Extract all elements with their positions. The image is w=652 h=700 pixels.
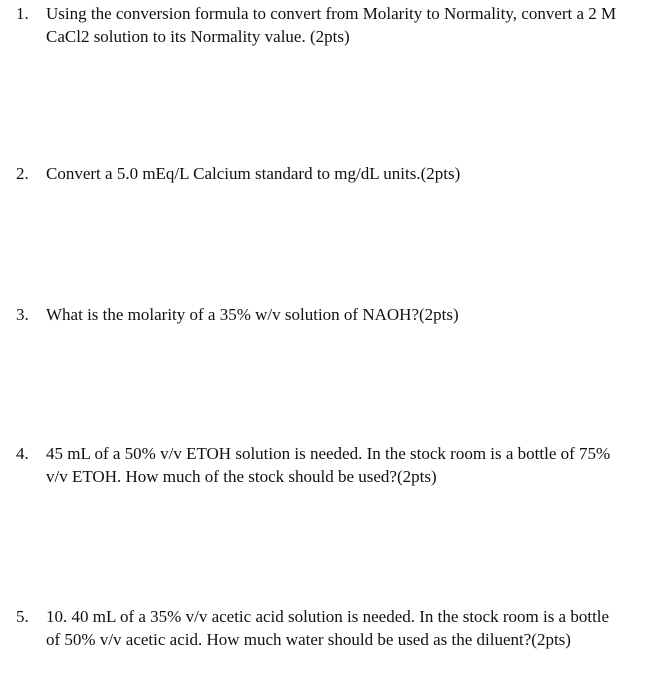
question-number: 5.	[16, 607, 29, 626]
question-1	[16, 2, 626, 48]
question-number: 3.	[16, 305, 29, 324]
question-text: Using the conversion formula to convert from Molarity to Normality, convert a 2 M CaCl2 solution to its Normality value. (2pts)	[46, 4, 617, 46]
question-3	[16, 303, 626, 326]
question-2	[16, 162, 626, 185]
question-text: Convert a 5.0 mEq/L Calcium standard to mg/dL units.(2pts)	[46, 164, 461, 183]
question-text: What is the molarity of a 35% w/v solution of NAOH?(2pts)	[46, 305, 459, 324]
question-number: 1.	[16, 4, 29, 23]
question-5	[16, 605, 626, 651]
question-text: 45 mL of a 50% v/v ETOH solution is needed. In the stock room is a bottle of 75% v/v ETOH. How much of the stock should be used?(2pts)	[46, 444, 611, 486]
question-text: 10. 40 mL of a 35% v/v acetic acid solution is needed. In the stock room is a bottle of 50% v/v acetic acid. How much water should be used as the diluent?(2pts)	[46, 607, 610, 649]
question-number: 4.	[16, 444, 29, 463]
question-number: 2.	[16, 164, 29, 183]
question-4	[16, 442, 626, 488]
